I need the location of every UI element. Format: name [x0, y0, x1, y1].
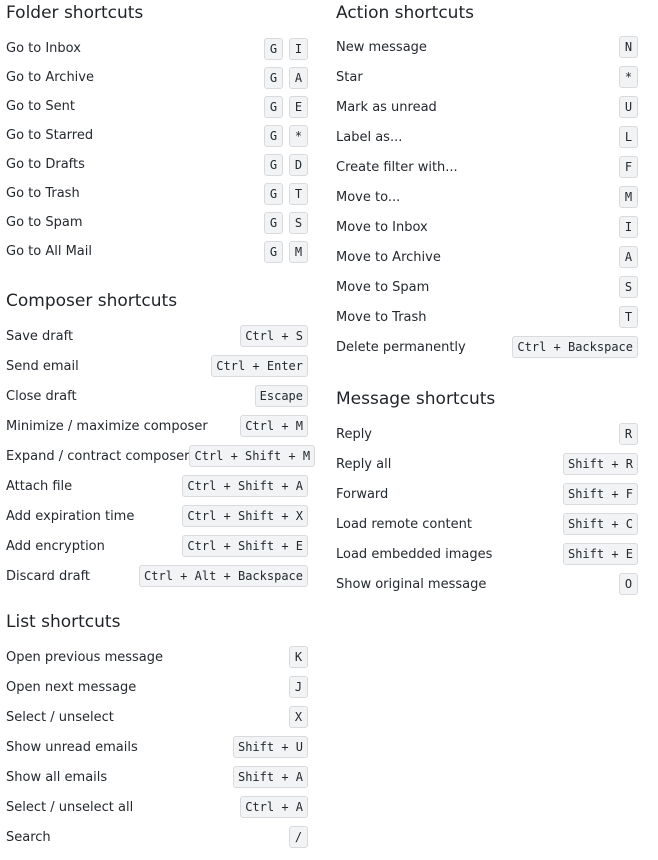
shortcut-label: Delete permanently	[336, 339, 466, 355]
shortcut-row	[336, 152, 638, 182]
shortcut-row	[6, 381, 308, 411]
shortcut-keys	[211, 355, 308, 377]
key-cap: T	[619, 306, 638, 328]
key-cap: G	[264, 183, 283, 205]
shortcut-label: Close draft	[6, 388, 77, 404]
shortcut-row	[6, 121, 308, 150]
shortcut-row	[336, 242, 638, 272]
key-cap: U	[619, 96, 638, 118]
key-cap: G	[264, 67, 283, 89]
shortcut-keys	[139, 565, 308, 587]
key-cap: I	[619, 216, 638, 238]
shortcut-label: Add encryption	[6, 538, 105, 554]
shortcut-keys	[240, 415, 308, 437]
shortcut-keys	[619, 276, 638, 298]
shortcut-row	[6, 702, 308, 732]
shortcut-label: Go to Trash	[6, 186, 80, 201]
shortcut-keys	[189, 445, 315, 467]
shortcut-keys	[619, 156, 638, 178]
key-cap: G	[264, 241, 283, 263]
shortcut-label: Go to Drafts	[6, 157, 85, 172]
shortcut-list	[336, 32, 638, 362]
shortcut-label: Save draft	[6, 328, 74, 344]
key-cap: X	[289, 706, 308, 728]
key-cap: Ctrl + Shift + X	[182, 505, 308, 527]
shortcut-keys	[619, 36, 638, 58]
shortcut-label: Move to Spam	[336, 279, 430, 295]
shortcut-row	[6, 92, 308, 121]
key-cap: T	[289, 183, 308, 205]
shortcut-label: Label as...	[336, 129, 403, 145]
shortcut-label: Attach file	[6, 478, 73, 494]
shortcut-keys	[619, 126, 638, 148]
shortcut-label: Move to Archive	[336, 249, 441, 265]
shortcut-label: Load remote content	[336, 516, 472, 532]
shortcut-list	[6, 34, 308, 266]
shortcut-keys	[563, 543, 638, 565]
shortcut-label: New message	[336, 39, 427, 55]
shortcut-label: Load embedded images	[336, 546, 493, 562]
key-cap: Ctrl + Backspace	[512, 336, 638, 358]
section-title: List shortcuts	[6, 612, 121, 632]
shortcut-row	[336, 32, 638, 62]
shortcut-row	[6, 441, 311, 471]
shortcut-keys	[264, 154, 308, 176]
shortcut-label: Move to...	[336, 189, 401, 205]
shortcut-row	[6, 642, 308, 672]
shortcut-keys	[182, 505, 308, 527]
shortcut-keys	[264, 183, 308, 205]
key-cap: Ctrl + A	[240, 796, 308, 818]
key-cap: G	[264, 125, 283, 147]
shortcut-label: Select / unselect	[6, 709, 114, 725]
shortcut-row	[6, 208, 308, 237]
shortcut-label: Go to Spam	[6, 215, 83, 230]
shortcut-keys	[619, 96, 638, 118]
shortcut-row	[6, 822, 308, 852]
shortcut-row	[336, 302, 638, 332]
shortcut-keys	[619, 186, 638, 208]
shortcut-label: Reply	[336, 426, 373, 442]
key-cap: Ctrl + Enter	[211, 355, 308, 377]
section-title: Composer shortcuts	[6, 291, 178, 311]
shortcut-keys	[289, 826, 308, 848]
shortcut-keys	[619, 423, 638, 445]
shortcut-keys	[619, 246, 638, 268]
shortcut-label: Expand / contract composer	[6, 448, 190, 464]
key-cap: Shift + F	[563, 483, 638, 505]
key-cap: Ctrl + Shift + A	[182, 475, 308, 497]
key-cap: E	[289, 96, 308, 118]
composer-shortcuts-section	[6, 288, 311, 591]
shortcut-label: Open previous message	[6, 649, 163, 665]
section-title: Message shortcuts	[336, 389, 496, 409]
key-cap: A	[289, 67, 308, 89]
shortcut-keys	[264, 241, 308, 263]
message-shortcuts-section	[336, 386, 638, 599]
section-title: Action shortcuts	[336, 3, 474, 23]
shortcut-row	[6, 63, 308, 92]
shortcut-keys	[289, 676, 308, 698]
shortcut-list	[6, 321, 311, 591]
key-cap: L	[619, 126, 638, 148]
shortcut-label: Go to All Mail	[6, 244, 92, 259]
folder-shortcuts-section	[6, 0, 308, 266]
shortcut-keys	[289, 706, 308, 728]
shortcut-label: Minimize / maximize composer	[6, 418, 208, 434]
shortcut-label: Move to Inbox	[336, 219, 428, 235]
shortcut-label: Go to Inbox	[6, 41, 81, 56]
shortcut-row	[336, 62, 638, 92]
shortcut-row	[336, 272, 638, 302]
key-cap: Ctrl + Shift + E	[182, 535, 308, 557]
shortcut-keys	[240, 796, 308, 818]
shortcut-row	[6, 150, 308, 179]
shortcut-list	[6, 642, 308, 852]
shortcut-row	[336, 509, 638, 539]
shortcut-label: Create filter with...	[336, 159, 458, 175]
shortcut-label: Forward	[336, 486, 389, 502]
shortcut-row	[6, 762, 308, 792]
shortcut-row	[6, 351, 308, 381]
key-cap: A	[619, 246, 638, 268]
key-cap: Shift + C	[563, 513, 638, 535]
shortcut-keys	[563, 483, 638, 505]
shortcut-keys	[240, 325, 308, 347]
shortcut-list	[336, 419, 638, 599]
key-cap: G	[264, 154, 283, 176]
shortcut-row	[336, 479, 638, 509]
shortcut-keys	[182, 535, 308, 557]
shortcut-keys	[563, 513, 638, 535]
section-title: Folder shortcuts	[6, 3, 144, 23]
shortcut-label: Open next message	[6, 679, 137, 695]
key-cap: M	[619, 186, 638, 208]
key-cap: G	[264, 212, 283, 234]
shortcut-keys	[233, 736, 308, 758]
key-cap: I	[289, 38, 308, 60]
key-cap: J	[289, 676, 308, 698]
shortcut-keys	[233, 766, 308, 788]
key-cap: N	[619, 36, 638, 58]
key-cap: Ctrl + Alt + Backspace	[139, 565, 308, 587]
shortcut-label: Search	[6, 829, 51, 845]
shortcut-keys	[264, 125, 308, 147]
shortcut-row	[6, 672, 308, 702]
shortcut-row	[6, 237, 308, 266]
key-cap: Shift + E	[563, 543, 638, 565]
shortcut-label: Show original message	[336, 576, 487, 592]
shortcut-row	[336, 212, 638, 242]
shortcut-label: Select / unselect all	[6, 799, 134, 815]
shortcut-row	[6, 792, 308, 822]
shortcut-row	[6, 34, 308, 63]
shortcut-keys	[264, 96, 308, 118]
shortcut-row	[336, 122, 638, 152]
shortcut-label: Add expiration time	[6, 508, 135, 524]
shortcut-row	[6, 561, 308, 591]
shortcut-keys	[512, 336, 638, 358]
key-cap: Ctrl + S	[240, 325, 308, 347]
key-cap: S	[289, 212, 308, 234]
key-cap: G	[264, 38, 283, 60]
list-shortcuts-section	[6, 609, 308, 852]
shortcut-row	[6, 179, 308, 208]
shortcut-row	[336, 449, 638, 479]
key-cap: *	[619, 66, 638, 88]
shortcut-label: Star	[336, 69, 363, 85]
shortcut-keys	[619, 216, 638, 238]
shortcut-row	[336, 419, 638, 449]
shortcut-label: Discard draft	[6, 568, 91, 584]
shortcut-keys	[264, 67, 308, 89]
key-cap: O	[619, 573, 638, 595]
shortcut-keys	[619, 306, 638, 328]
shortcut-row	[6, 411, 308, 441]
key-cap: Shift + R	[563, 453, 638, 475]
shortcut-row	[336, 332, 638, 362]
shortcut-keys	[264, 212, 308, 234]
shortcut-row	[6, 321, 308, 351]
key-cap: F	[619, 156, 638, 178]
shortcut-row	[6, 732, 308, 762]
key-cap: Escape	[255, 385, 308, 407]
key-cap: K	[289, 646, 308, 668]
shortcut-label: Go to Archive	[6, 70, 94, 85]
shortcut-label: Reply all	[336, 456, 392, 472]
key-cap: R	[619, 423, 638, 445]
shortcut-row	[336, 539, 638, 569]
shortcut-keys	[563, 453, 638, 475]
shortcut-row	[6, 501, 308, 531]
shortcut-keys	[619, 66, 638, 88]
key-cap: Shift + U	[233, 736, 308, 758]
shortcut-row	[336, 92, 638, 122]
key-cap: /	[289, 826, 308, 848]
shortcut-keys	[619, 573, 638, 595]
key-cap: G	[264, 96, 283, 118]
shortcut-row	[6, 531, 308, 561]
key-cap: M	[289, 241, 308, 263]
shortcut-label: Go to Sent	[6, 99, 75, 114]
key-cap: *	[289, 125, 308, 147]
shortcut-keys	[182, 475, 308, 497]
shortcut-row	[336, 182, 638, 212]
shortcut-keys	[264, 38, 308, 60]
shortcut-label: Send email	[6, 358, 79, 374]
shortcut-label: Go to Starred	[6, 128, 94, 143]
key-cap: S	[619, 276, 638, 298]
shortcut-label: Mark as unread	[336, 99, 437, 115]
shortcut-keys	[255, 385, 308, 407]
shortcut-label: Move to Trash	[336, 309, 427, 325]
key-cap: Ctrl + M	[240, 415, 308, 437]
key-cap: Ctrl + Shift + M	[189, 445, 315, 467]
action-shortcuts-section	[336, 0, 638, 362]
key-cap: D	[289, 154, 308, 176]
shortcut-row	[336, 569, 638, 599]
key-cap: Shift + A	[233, 766, 308, 788]
shortcut-keys	[289, 646, 308, 668]
shortcut-label: Show unread emails	[6, 739, 138, 755]
shortcut-row	[6, 471, 308, 501]
shortcut-label: Show all emails	[6, 769, 108, 785]
